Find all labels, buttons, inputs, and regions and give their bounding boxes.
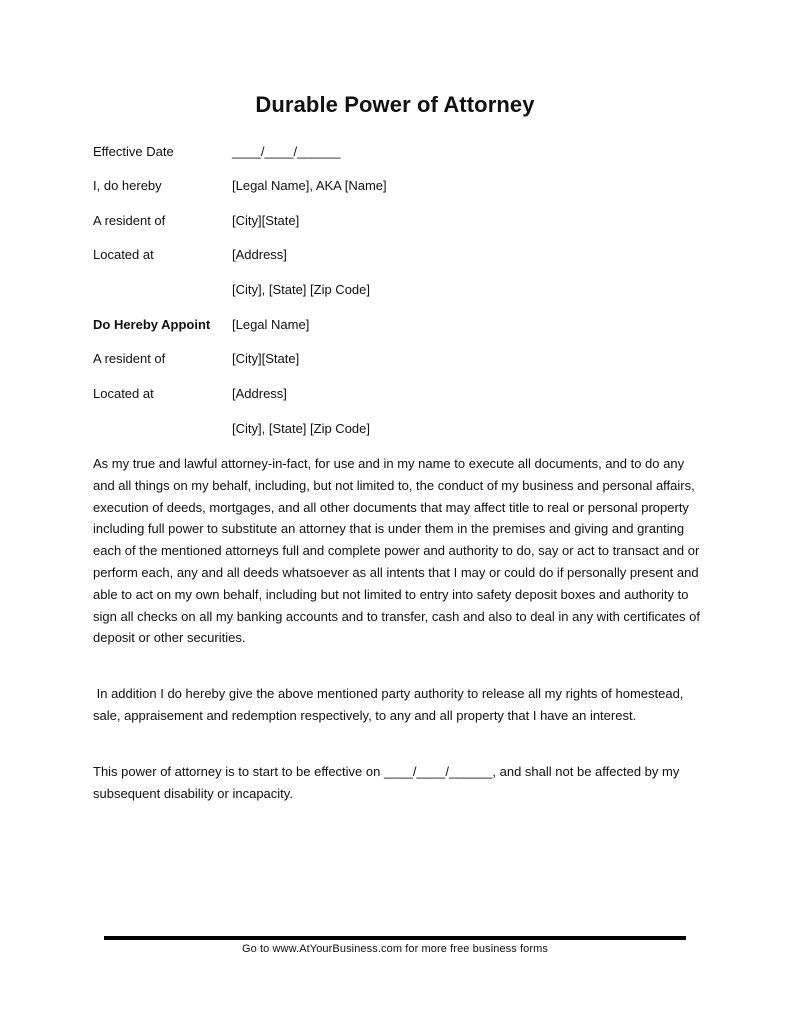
field-value: ____/____/______ xyxy=(232,144,341,159)
document-title: Durable Power of Attorney xyxy=(255,92,535,117)
grantor-address-row xyxy=(93,245,713,265)
appointee-residence-row xyxy=(93,349,713,369)
field-label: Effective Date xyxy=(93,144,174,159)
field-value: [City][State] xyxy=(232,213,300,228)
footer-text: Go to www.AtYourBusiness.com for more free business forms xyxy=(241,943,549,955)
appointee-city-row xyxy=(93,419,713,439)
appointee-address-row xyxy=(93,384,713,404)
field-label: A resident of xyxy=(93,213,166,228)
appointee-name-row xyxy=(93,315,713,335)
field-value: [City], [State] [Zip Code] xyxy=(232,421,370,436)
field-value: [City][State] xyxy=(232,351,300,366)
effective-paragraph: This power of attorney is to start to be effective on ____/____/______, and shall not be affected by my subsequent disability or incapacity. xyxy=(93,764,680,801)
field-label: I, do hereby xyxy=(93,178,162,193)
field-value: [Legal Name], AKA [Name] xyxy=(232,178,387,193)
field-value: [Address] xyxy=(232,386,287,401)
field-label: Do Hereby Appoint xyxy=(93,317,211,332)
field-value: [Address] xyxy=(232,247,287,262)
field-value: [Legal Name] xyxy=(232,317,310,332)
grantor-city-row xyxy=(93,280,713,300)
homestead-paragraph: In addition I do hereby give the above mentioned party authority to release all my rights of homestead, sale, appraisement and redemption respectively, to any and all property that I have an interest. xyxy=(93,686,688,723)
grantor-residence-row xyxy=(93,211,713,231)
footer-divider xyxy=(104,936,686,940)
field-value: [City], [State] [Zip Code] xyxy=(232,282,370,297)
grantor-name-row xyxy=(93,176,713,196)
field-label: Located at xyxy=(93,386,154,401)
effective-date-row xyxy=(93,142,713,162)
powers-paragraph: As my true and lawful attorney-in-fact, for use and in my name to execute all documents, and to do any and all things on my behalf, including, but not limited to, the conduct of my business and personal affairs, execution of deeds, mortgages, and all other documents that may affect title to real or personal property including full power to substitute an attorney that is under them in the premises and giving and granting each of the mentioned attorneys full and complete power and authority to do, say or act to transact and or perform each, any and all deeds whatsoever as all intents that I may or could do if personally present and able to act on my own behalf, including but not limited to entry into safety deposit boxes and authority to sign all checks on all my banking accounts and to transfer, cash and also to deal in any with certificates of deposit or other securities. xyxy=(93,456,701,646)
field-label: Located at xyxy=(93,247,154,262)
field-label: A resident of xyxy=(93,351,166,366)
